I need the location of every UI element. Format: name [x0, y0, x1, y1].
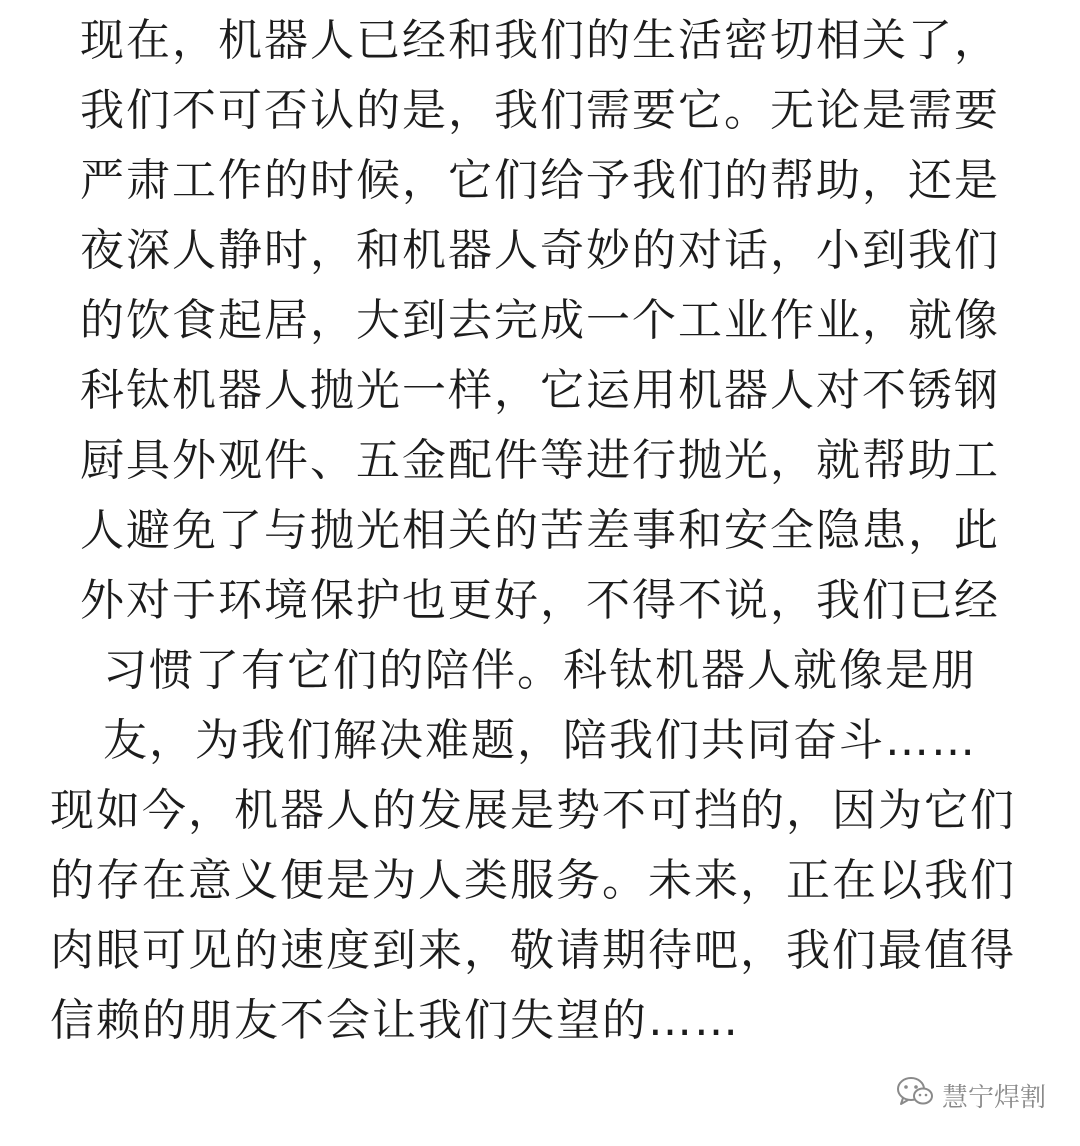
text-line: 厨具外观件、五金配件等进行抛光，就帮助工: [80, 435, 1000, 486]
text-line: 现在，机器人已经和我们的生活密切相关了，: [80, 15, 1000, 66]
text-line: 现如今，机器人的发展是势不可挡的，因为它们: [50, 785, 1016, 836]
paragraph-2: [0, 776, 1080, 1056]
text-line: 夜深人静时，和机器人奇妙的对话，小到我们: [80, 225, 1000, 276]
text-line: 肉眼可见的速度到来，敬请期待吧，我们最值得: [50, 925, 1016, 976]
watermark-label: 慧宁焊割: [941, 1083, 1046, 1113]
wechat-icon: [896, 1075, 934, 1116]
text-line: 外对于环境保护也更好，不得不说，我们已经: [80, 575, 1000, 626]
text-line: 我们不可否认的是，我们需要它。无论是需要: [80, 85, 1000, 136]
text-line: 信赖的朋友不会让我们失望的……: [50, 995, 740, 1046]
watermark: [896, 1075, 1046, 1116]
text-line: 人避免了与抛光相关的苦差事和安全隐患，此: [80, 505, 1000, 556]
text-line: 严肃工作的时候，它们给予我们的帮助，还是: [80, 155, 1000, 206]
text-line: 的饮食起居，大到去完成一个工业作业，就像: [80, 295, 1000, 346]
text-line: 科钛机器人抛光一样，它运用机器人对不锈钢: [80, 365, 1000, 416]
text-line: 友，为我们解决难题，陪我们共同奋斗……: [103, 715, 977, 766]
text-line: 的存在意义便是为人类服务。未来，正在以我们: [50, 855, 1016, 906]
text-line: 习惯了有它们的陪伴。科钛机器人就像是朋: [103, 645, 977, 696]
